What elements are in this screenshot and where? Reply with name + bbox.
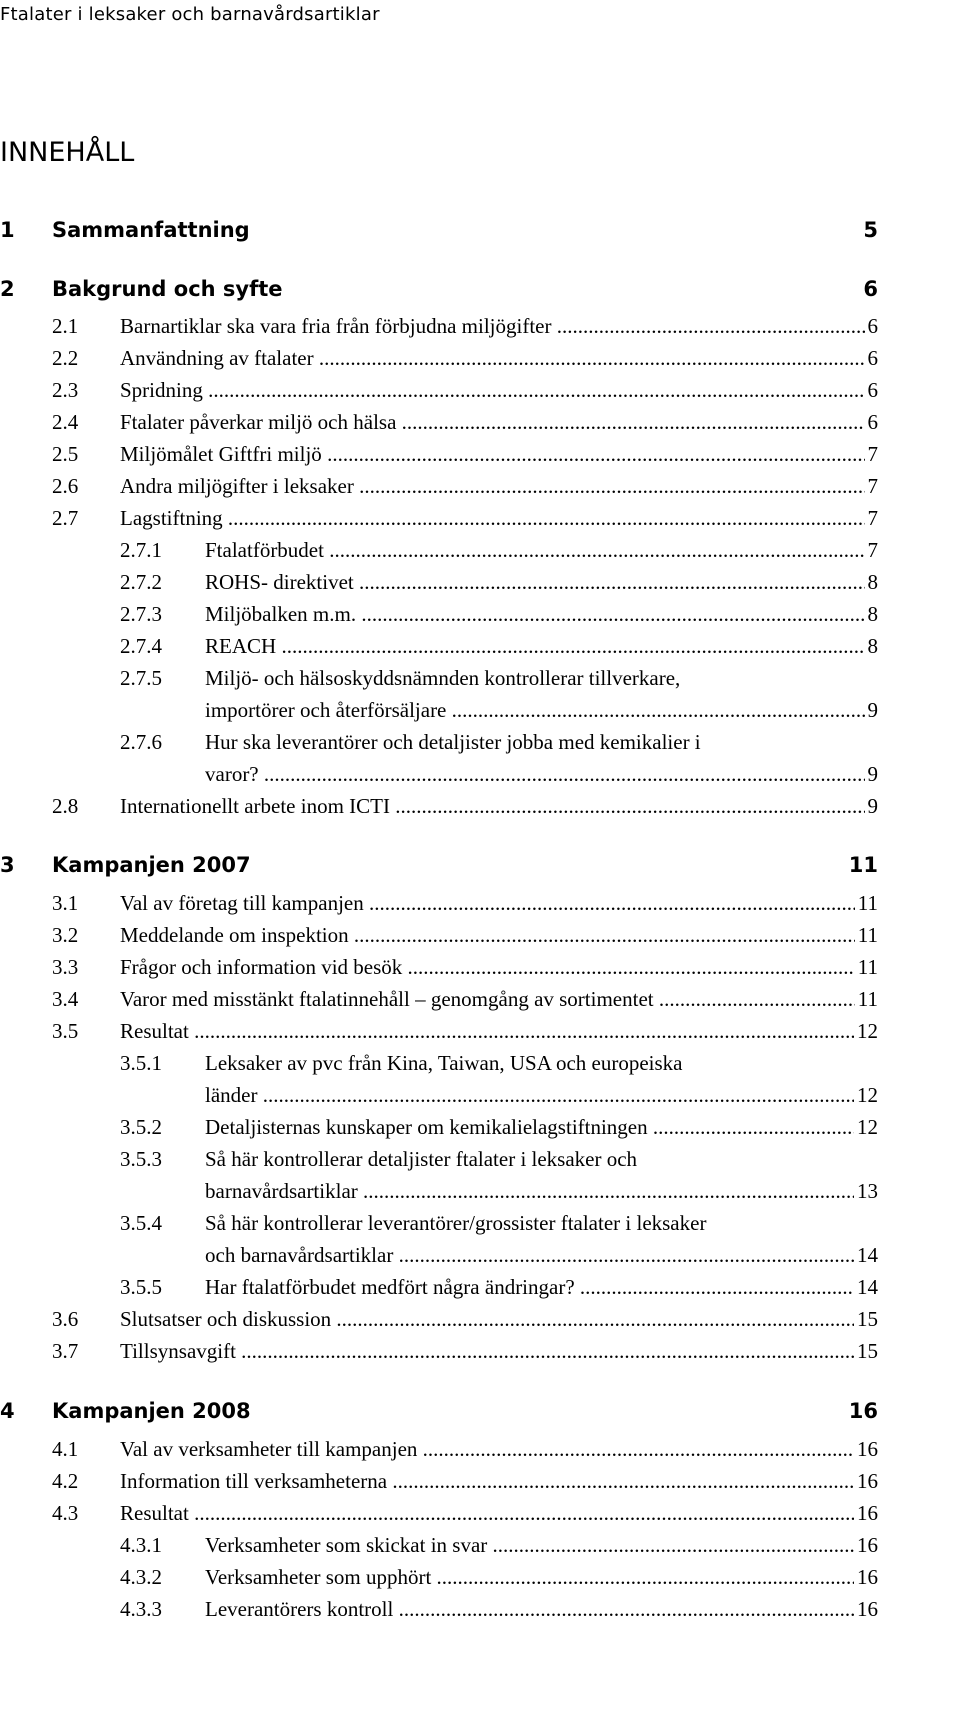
toc-number: 2.3 [52, 378, 79, 402]
toc-page: 12 [854, 1115, 878, 1140]
toc-entry[interactable] [0, 506, 878, 536]
toc-page: 7 [865, 538, 879, 563]
toc-label: Användning av ftalater ..... [120, 346, 878, 371]
toc-label: Spridning ..... [120, 378, 878, 403]
toc-page: 12 [854, 1083, 878, 1108]
toc-number: 4.2 [52, 1469, 79, 1493]
toc-label: Lagstiftning ..... [120, 506, 878, 531]
toc-number: 2 [0, 277, 15, 301]
toc-label-continuation: varor? ..... [205, 762, 878, 787]
toc-page: 7 [865, 474, 879, 499]
toc-entry[interactable] [0, 1115, 878, 1145]
toc-page: 11 [848, 853, 878, 877]
toc-label: ROHS- direktivet ..... [205, 570, 878, 595]
toc-label: Resultat ..... [120, 1019, 878, 1044]
toc-label-continuation: barnavårdsartiklar ..... [205, 1179, 878, 1204]
toc-page: 15 [854, 1339, 878, 1364]
toc-page: 11 [855, 923, 878, 948]
toc-page: 9 [865, 698, 879, 723]
toc-entry-continuation[interactable] [0, 1179, 878, 1209]
toc-label: Detaljisternas kunskaper om kemikalielagstiftningen ..... [205, 1115, 878, 1140]
toc-chapter[interactable] [0, 277, 878, 307]
toc-label-continuation: länder ..... [205, 1083, 878, 1108]
toc-number: 3.5 [52, 1019, 79, 1043]
running-header: Ftalater i leksaker och barnavårdsartiklar [0, 4, 380, 25]
toc-entry[interactable] [0, 314, 878, 344]
toc-entry[interactable] [0, 1501, 878, 1531]
toc-page: 16 [854, 1469, 878, 1494]
toc-label: Val av verksamheter till kampanjen ..... [120, 1437, 878, 1462]
toc-entry[interactable] [0, 442, 878, 472]
toc-page: 7 [865, 442, 879, 467]
toc-number: 3.5.4 [120, 1211, 162, 1235]
toc-label: Meddelande om inspektion ..... [120, 923, 878, 948]
page-title: INNEHÅLL [0, 137, 135, 168]
toc-page: 9 [865, 794, 879, 819]
toc-label: Sammanfattning [52, 218, 250, 242]
toc-page: 16 [854, 1597, 878, 1622]
toc-label: Leverantörers kontroll ..... [205, 1597, 878, 1622]
toc-page: 16 [854, 1565, 878, 1590]
toc-entry[interactable] [0, 1469, 878, 1499]
toc-chapter[interactable] [0, 853, 878, 883]
toc-label: Bakgrund och syfte [52, 277, 283, 301]
toc-label: Hur ska leverantörer och detaljister jobba med kemikalier i [205, 730, 701, 754]
toc-number: 3.6 [52, 1307, 79, 1331]
toc-entry[interactable] [0, 1339, 878, 1369]
toc-page: 6 [865, 314, 879, 339]
toc-page: 15 [854, 1307, 878, 1332]
toc-number: 4.3.2 [120, 1565, 162, 1589]
toc-page: 6 [865, 378, 879, 403]
toc-label: Miljöbalken m.m. ..... [205, 602, 878, 627]
toc-page: 13 [854, 1179, 878, 1204]
toc-label: Ftalatförbudet ..... [205, 538, 878, 563]
toc-entry[interactable] [0, 634, 878, 664]
toc-label-continuation: importörer och återförsäljare ..... [205, 698, 878, 723]
toc-number: 3 [0, 853, 15, 877]
toc-label: Varor med misstänkt ftalatinnehåll – genomgång av sortimentet ..... [120, 987, 878, 1012]
toc-page: 9 [865, 762, 879, 787]
toc-label: Kampanjen 2008 [52, 1399, 251, 1423]
toc-label: Ftalater påverkar miljö och hälsa ..... [120, 410, 878, 435]
toc-page: 6 [865, 410, 879, 435]
toc-number: 2.7.2 [120, 570, 162, 594]
toc-number: 3.5.5 [120, 1275, 162, 1299]
toc-label-continuation: och barnavårdsartiklar ..... [205, 1243, 878, 1268]
toc-label: Så här kontrollerar leverantörer/grossister ftalater i leksaker [205, 1211, 707, 1235]
toc-entry[interactable] [0, 474, 878, 504]
toc-page: 7 [865, 506, 879, 531]
toc-page: 6 [863, 277, 878, 301]
toc-page: 8 [865, 602, 879, 627]
toc-number: 2.1 [52, 314, 79, 338]
toc-number: 2.7.6 [120, 730, 162, 754]
toc-entry-continuation[interactable] [0, 1083, 878, 1113]
toc-number: 4.1 [52, 1437, 79, 1461]
toc-number: 2.7.4 [120, 634, 162, 658]
toc-entry[interactable] [0, 923, 878, 953]
toc-number: 3.5.3 [120, 1147, 162, 1171]
toc-page: 8 [865, 570, 879, 595]
toc-entry[interactable] [0, 1307, 878, 1337]
toc-page: 6 [865, 346, 879, 371]
toc-entry-continuation[interactable] [0, 698, 878, 728]
toc-entry[interactable] [0, 1437, 878, 1467]
toc-entry[interactable] [0, 378, 878, 408]
toc-entry[interactable] [0, 987, 878, 1017]
toc-number: 2.7.3 [120, 602, 162, 626]
toc-entry[interactable] [0, 346, 878, 376]
toc-page: 5 [863, 218, 878, 242]
toc-page: 8 [865, 634, 879, 659]
toc-number: 3.5.2 [120, 1115, 162, 1139]
toc-entry[interactable] [0, 666, 878, 696]
toc-entry[interactable] [0, 1051, 878, 1081]
toc-chapter[interactable] [0, 1399, 878, 1429]
toc-number: 2.7.5 [120, 666, 162, 690]
toc-entry[interactable] [0, 410, 878, 440]
toc-number: 2.8 [52, 794, 79, 818]
toc-number: 2.6 [52, 474, 79, 498]
toc-label: Internationellt arbete inom ICTI ..... [120, 794, 878, 819]
toc-page: 11 [855, 891, 878, 916]
toc-label: Information till verksamheterna ..... [120, 1469, 878, 1494]
toc-label: Barnartiklar ska vara fria från förbjudna miljögifter ..... [120, 314, 878, 339]
toc-entry[interactable] [0, 1597, 878, 1627]
toc-label: Verksamheter som upphört ..... [205, 1565, 878, 1590]
toc-label: Slutsatser och diskussion ..... [120, 1307, 878, 1332]
toc-number: 4 [0, 1399, 15, 1423]
toc-label: Miljömålet Giftfri miljö ..... [120, 442, 878, 467]
toc-entry[interactable] [0, 955, 878, 985]
toc-entry[interactable] [0, 570, 878, 600]
toc-entry[interactable] [0, 1019, 878, 1049]
toc-number: 4.3 [52, 1501, 79, 1525]
toc-entry[interactable] [0, 1565, 878, 1595]
toc-label: Resultat ..... [120, 1501, 878, 1526]
toc-label: REACH ..... [205, 634, 878, 659]
toc-label: Miljö- och hälsoskyddsnämnden kontrollerar tillverkare, [205, 666, 681, 690]
toc-page: 16 [848, 1399, 878, 1423]
toc-page: 16 [854, 1437, 878, 1462]
toc-page: 11 [855, 955, 878, 980]
toc-entry-continuation[interactable] [0, 1243, 878, 1273]
toc-page: 16 [854, 1533, 878, 1558]
toc-number: 2.7 [52, 506, 79, 530]
toc-entry[interactable] [0, 1211, 878, 1241]
toc-number: 1 [0, 218, 15, 242]
toc-number: 3.7 [52, 1339, 79, 1363]
toc-entry[interactable] [0, 602, 878, 632]
toc-number: 2.2 [52, 346, 79, 370]
toc-number: 3.5.1 [120, 1051, 162, 1075]
toc-label: Kampanjen 2007 [52, 853, 251, 877]
toc-entry[interactable] [0, 891, 878, 921]
toc-label: Tillsynsavgift ..... [120, 1339, 878, 1364]
toc-label: Verksamheter som skickat in svar ..... [205, 1533, 878, 1558]
toc-number: 3.3 [52, 955, 79, 979]
toc-label: Har ftalatförbudet medfört några ändringar? ..... [205, 1275, 878, 1300]
toc-entry[interactable] [0, 1275, 878, 1305]
toc-number: 3.2 [52, 923, 79, 947]
toc-entry[interactable] [0, 1533, 878, 1563]
toc-page: 14 [854, 1275, 878, 1300]
toc-entry[interactable] [0, 538, 878, 568]
toc-entry[interactable] [0, 730, 878, 760]
toc-label: Val av företag till kampanjen ..... [120, 891, 878, 916]
toc-label: Andra miljögifter i leksaker ..... [120, 474, 878, 499]
toc-number: 4.3.1 [120, 1533, 162, 1557]
toc-chapter[interactable] [0, 218, 878, 248]
toc-page: 11 [855, 987, 878, 1012]
toc-entry-continuation[interactable] [0, 762, 878, 792]
toc-label: Leksaker av pvc från Kina, Taiwan, USA och europeiska [205, 1051, 683, 1075]
toc-entry[interactable] [0, 794, 878, 824]
toc-label: Frågor och information vid besök ..... [120, 955, 878, 980]
toc-label: Så här kontrollerar detaljister ftalater i leksaker och [205, 1147, 638, 1171]
toc-page: 16 [854, 1501, 878, 1526]
toc-number: 2.5 [52, 442, 79, 466]
toc-page: 12 [854, 1019, 878, 1044]
toc-number: 4.3.3 [120, 1597, 162, 1621]
toc-page: 14 [854, 1243, 878, 1268]
toc-number: 2.7.1 [120, 538, 162, 562]
toc-number: 3.1 [52, 891, 79, 915]
toc-number: 2.4 [52, 410, 79, 434]
toc-number: 3.4 [52, 987, 79, 1011]
toc-entry[interactable] [0, 1147, 878, 1177]
